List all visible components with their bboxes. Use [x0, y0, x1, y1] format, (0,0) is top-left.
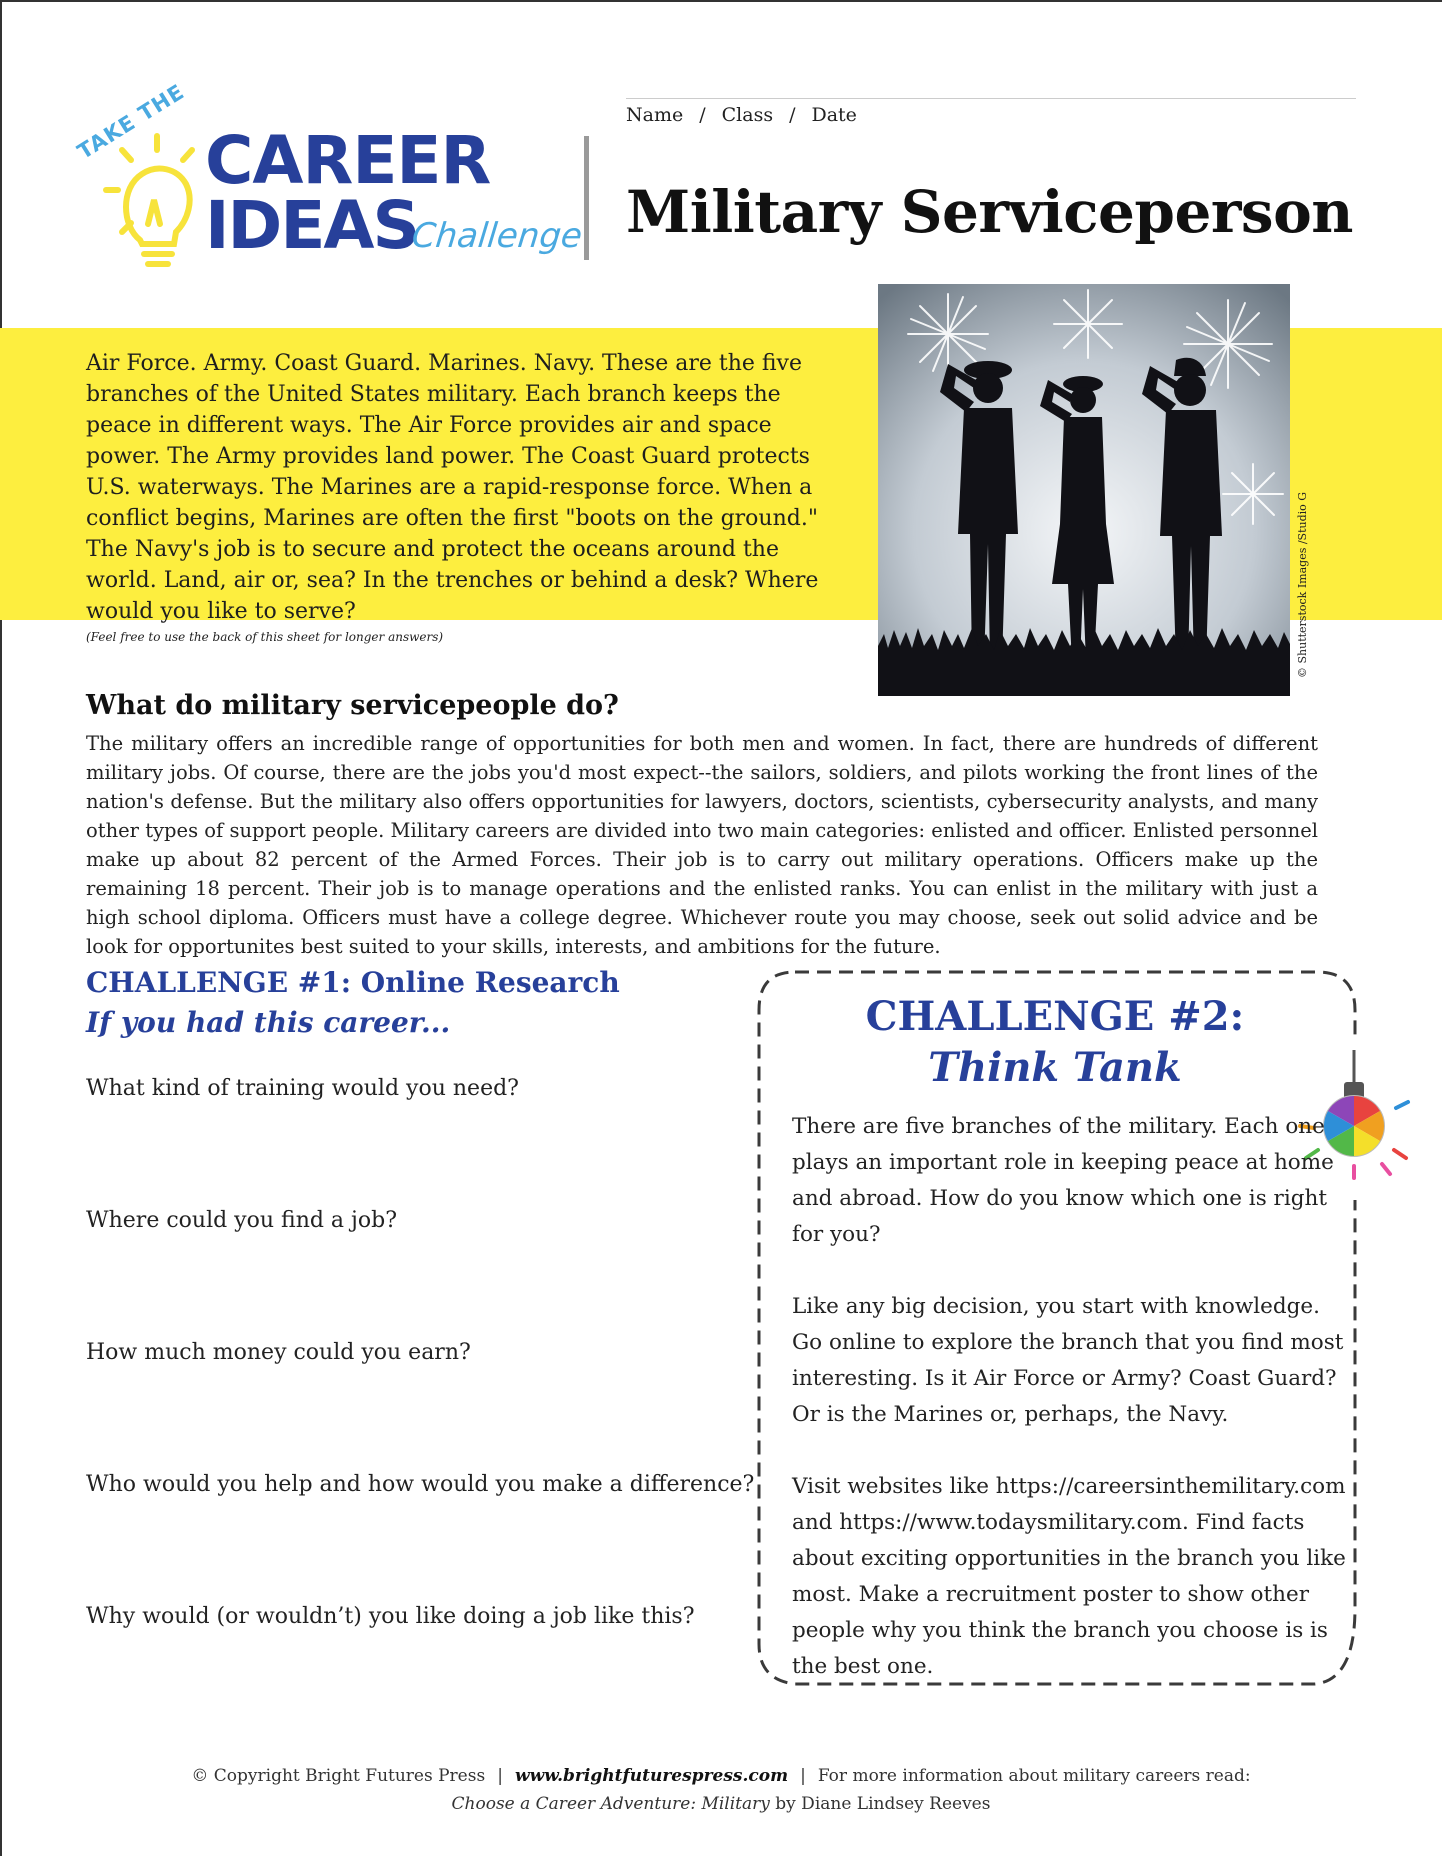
footer-book-title: Choose a Career Adventure: Military — [451, 1794, 770, 1814]
class-label: Class — [721, 104, 774, 126]
footer-line-2 — [0, 1794, 1442, 1814]
page-title: Military Serviceperson — [626, 178, 1353, 246]
challenge2-paragraph-3: Visit websites like https://careersinthemilitary.com and https://www.todaysmilitary.com. Find facts about exciting opportunities in the branch you like most. Make a recruitment poster to show other people why you think the branch you choose is is the best one. — [792, 1474, 1346, 1679]
footer-more-info: For more information about military careers read: — [817, 1766, 1251, 1786]
question-training: What kind of training would you need? — [86, 1076, 519, 1101]
intro-paragraph: Air Force. Army. Coast Guard. Marines. Navy. These are the five branches of the United States military. Each branch keeps the peace in different ways. The Air Force provides air and space power. The Army provides land power. The Coast Guard protects U.S. waterways. The Marines are a rapid-response force. When a conflict begins, Marines are often the first "boots on the ground." The Navy's job is to secure and protect the oceans around the world. Land, air or, sea? In the trenches or behind a desk? Where would you like to serve? — [86, 351, 819, 624]
footer-separator: | — [497, 1766, 503, 1786]
header-rule — [626, 98, 1356, 99]
section-heading: What do military servicepeople do? — [86, 690, 619, 721]
footer-separator: | — [800, 1766, 806, 1786]
career-ideas-logo — [73, 79, 585, 268]
answer-note: (Feel free to use the back of this sheet for longer answers) — [86, 630, 444, 644]
separator: / — [789, 104, 796, 126]
logo-career: CAREER — [205, 122, 491, 199]
question-money: How much money could you earn? — [86, 1340, 471, 1365]
logo-take-the: TAKE THE — [73, 79, 189, 164]
logo-challenge: Challenge — [409, 216, 585, 256]
date-label: Date — [811, 104, 857, 126]
lightbulb-icon — [102, 128, 212, 278]
footer-website-link[interactable]: www.brightfuturespress.com — [514, 1766, 789, 1786]
name-label: Name — [626, 104, 684, 126]
challenge2-subheading: Think Tank — [928, 1044, 1182, 1091]
question-job: Where could you find a job? — [86, 1208, 397, 1233]
separator: / — [699, 104, 706, 126]
challenge2-paragraph-1: There are five branches of the military. Each one plays an important role in keeping peace at home and abroad. How do you know which one is right for you? — [792, 1114, 1334, 1247]
photo-credit: © Shutterstock Images /Studio G — [1296, 491, 1309, 678]
name-class-date-line — [626, 104, 865, 126]
challenge1-heading: CHALLENGE #1: Online Research — [86, 966, 620, 999]
challenge2-heading: CHALLENGE #2: — [865, 993, 1245, 1040]
footer-line-1 — [0, 1766, 1442, 1786]
challenge1-subheading: If you had this career... — [86, 1006, 451, 1039]
logo-ideas: IDEAS — [205, 187, 419, 264]
saluting-soldiers-photo — [878, 284, 1290, 696]
challenge2-paragraph-2: Like any big decision, you start with knowledge. Go online to explore the branch that you find most interesting. Is it Air Force or Army? Coast Guard? Or is the Marines or, perhaps, the Navy. — [792, 1294, 1344, 1427]
footer-copyright: © Copyright Bright Futures Press — [191, 1766, 486, 1786]
header-divider — [584, 136, 589, 260]
question-like: Why would (or wouldn’t) you like doing a job like this? — [86, 1604, 695, 1629]
section-body: The military offers an incredible range of opportunities for both men and women. In fact, there are hundreds of different military jobs. Of course, there are the jobs you'd most expect--the sailors, soldiers, and pilots working the front lines of the nation's defense. But the military also offers opportunities for lawyers, doctors, scientists, cybersecurity analysts, and many other types of support people. Military careers are divided into two main categories: enlisted and officer. Enlisted personnel make up about 82 percent of the Armed Forces. Their job is to carry out military operations. Officers make up the remaining 18 percent. Their job is to manage operations and the enlisted ranks. You can enlist in the military with just a high school diploma. Officers must have a college degree. Whichever route you may choose, seek out solid advice and be look for opportunites best suited to your skills, interests, and ambitions for the future. — [86, 732, 1318, 958]
question-help: Who would you help and how would you make a difference? — [86, 1472, 755, 1497]
footer-book-author: by Diane Lindsey Reeves — [775, 1794, 991, 1814]
